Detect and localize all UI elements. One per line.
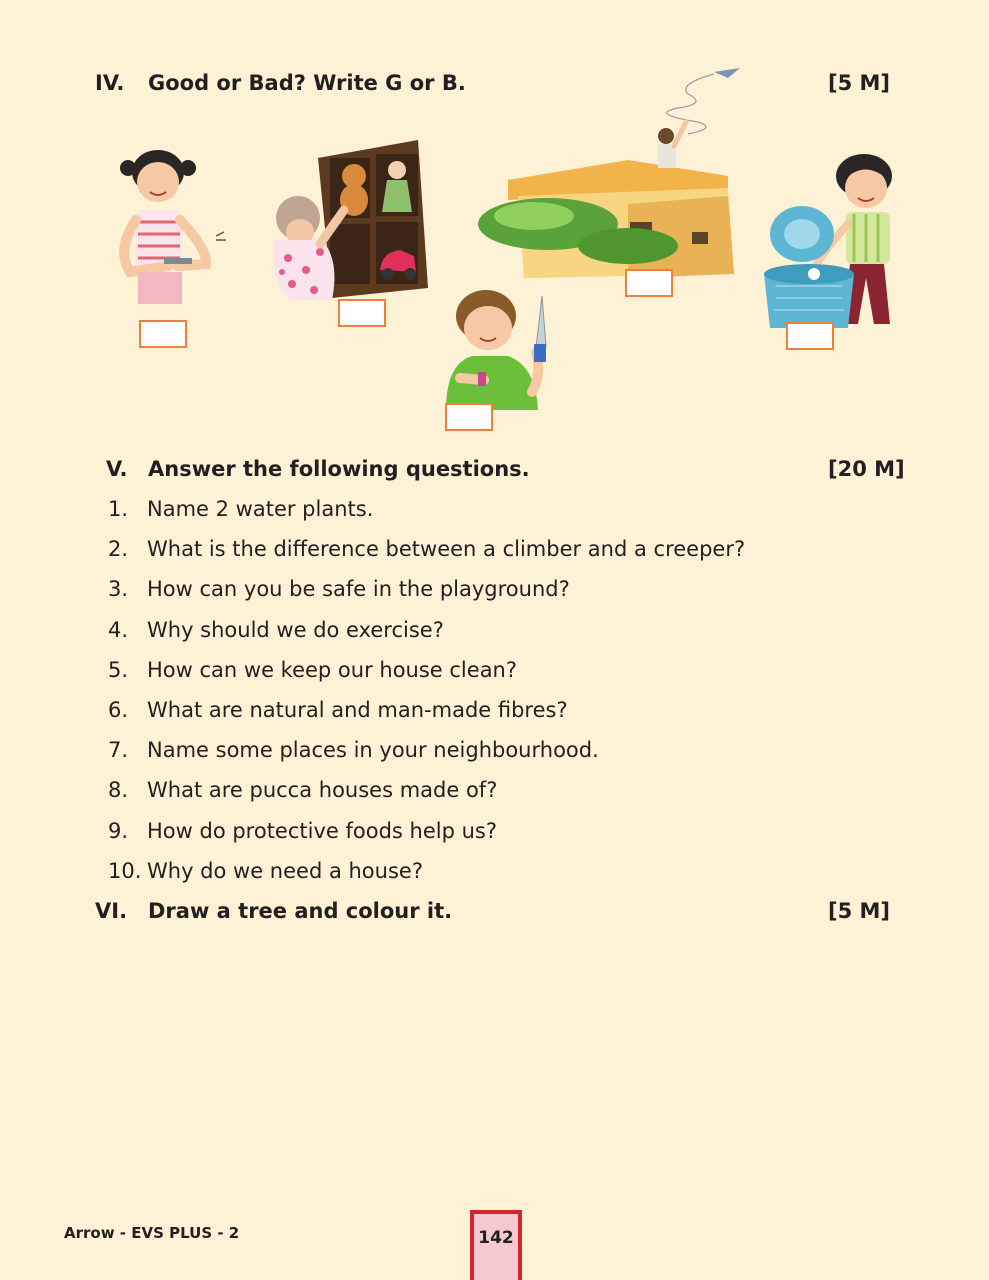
- question-item: [108, 655, 517, 685]
- question-item: [108, 615, 444, 645]
- question-item: [108, 695, 568, 725]
- question-text: How can we keep our house clean?: [147, 658, 518, 682]
- question-text: What are pucca houses made of?: [147, 778, 498, 802]
- page-number: 142: [470, 1210, 522, 1280]
- question-item: [108, 735, 599, 765]
- question-number: 9.: [108, 819, 129, 843]
- question-text: Why do we need a house?: [147, 859, 423, 883]
- question-number: 7.: [108, 738, 129, 762]
- question-number: 4.: [108, 618, 129, 642]
- boy-flying-kite-on-roof-picture: [478, 64, 746, 286]
- section-iv-marks: [5 M]: [828, 71, 891, 95]
- answer-box-4[interactable]: [786, 322, 834, 350]
- question-text: What is the difference between a climber and a creeper?: [147, 537, 746, 561]
- girl-cutting-nails-picture: [108, 140, 233, 310]
- question-item: [108, 494, 373, 524]
- answer-box-3[interactable]: [625, 269, 673, 297]
- question-text: Name 2 water plants.: [147, 497, 374, 521]
- question-number: 1.: [108, 497, 129, 521]
- section-iv-title: Good or Bad? Write G or B.: [148, 71, 466, 95]
- section-vi-marks: [5 M]: [828, 899, 891, 923]
- girl-arranging-toys-picture: [262, 140, 432, 302]
- question-item: [108, 816, 497, 846]
- answer-box-5[interactable]: [445, 403, 493, 431]
- question-number: 8.: [108, 778, 129, 802]
- answer-box-2[interactable]: [338, 299, 386, 327]
- question-number: 5.: [108, 658, 129, 682]
- question-item: [108, 574, 570, 604]
- answer-box-1[interactable]: [139, 320, 187, 348]
- question-item: [108, 856, 423, 886]
- question-text: Name some places in your neighbourhood.: [147, 738, 599, 762]
- boy-throwing-waste-in-dustbin-picture: [758, 154, 908, 332]
- section-iv-number: IV.: [95, 71, 125, 95]
- section-v-marks: [20 M]: [828, 457, 905, 481]
- section-vi-number: VI.: [95, 899, 128, 923]
- question-text: How do protective foods help us?: [147, 819, 497, 843]
- question-text: How can you be safe in the playground?: [147, 577, 570, 601]
- book-title-footer: Arrow - EVS PLUS - 2: [64, 1224, 240, 1242]
- boy-playing-with-knife-picture: [440, 282, 560, 410]
- question-number: 3.: [108, 577, 129, 601]
- question-item: [108, 534, 745, 564]
- question-text: What are natural and man-made fibres?: [147, 698, 568, 722]
- question-number: 6.: [108, 698, 129, 722]
- question-number: 2.: [108, 537, 129, 561]
- section-v-number: V.: [106, 457, 128, 481]
- question-text: Why should we do exercise?: [147, 618, 444, 642]
- section-v-title: Answer the following questions.: [148, 457, 530, 481]
- section-vi-title: Draw a tree and colour it.: [148, 899, 453, 923]
- question-item: [108, 775, 497, 805]
- question-number: 10.: [108, 859, 142, 883]
